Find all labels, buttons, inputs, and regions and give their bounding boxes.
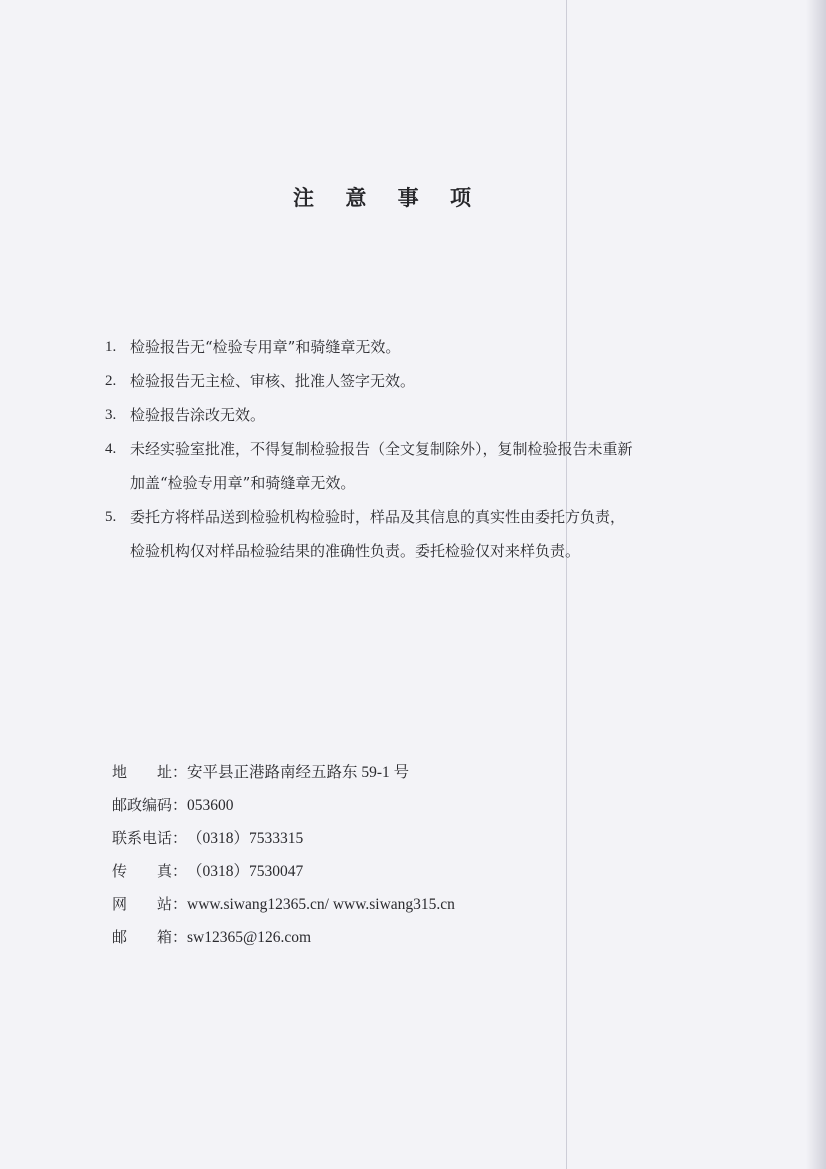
note-number: 3. bbox=[105, 407, 117, 423]
website-value: www.siwang12365.cn/ www.siwang315.cn bbox=[187, 896, 455, 913]
note-item-3 bbox=[105, 398, 725, 432]
contact-postcode-row bbox=[112, 789, 562, 822]
note-item-5 bbox=[105, 500, 725, 568]
label-separator: ： bbox=[172, 862, 188, 880]
label-char: 址 bbox=[156, 763, 172, 781]
label-separator: ： bbox=[172, 796, 188, 814]
page-title: 注 意 事 项 bbox=[293, 185, 483, 210]
contact-label bbox=[112, 921, 172, 954]
label-separator: ： bbox=[172, 763, 188, 781]
phone-value: （0318）7533315 bbox=[187, 830, 304, 847]
note-text bbox=[130, 364, 725, 398]
contact-label: 邮政编码 bbox=[112, 796, 173, 814]
note-number: 4. bbox=[105, 441, 117, 457]
note-line: 加盖“检验专用章”和骑缝章无效。 bbox=[130, 474, 356, 492]
notes-list bbox=[105, 330, 725, 568]
contact-address-row bbox=[112, 756, 562, 789]
note-item-1 bbox=[105, 330, 725, 364]
label-char: 地 bbox=[112, 763, 128, 781]
postcode-value: 053600 bbox=[187, 797, 234, 814]
note-line: 检验报告无主检、审核、批准人签字无效。 bbox=[130, 372, 416, 390]
contact-label: 联系电话 bbox=[112, 829, 173, 847]
note-line: 委托方将样品送到检验机构检验时，样品及其信息的真实性由委托方负责， bbox=[130, 508, 626, 526]
note-line: 检验报告涂改无效。 bbox=[130, 406, 266, 424]
note-line: 检验报告无“检验专用章”和骑缝章无效。 bbox=[130, 338, 401, 356]
note-line: 未经实验室批准，不得复制检验报告（全文复制除外），复制检验报告未重新 bbox=[130, 440, 633, 458]
contact-fax-row bbox=[112, 855, 562, 888]
page-edge-shadow bbox=[806, 0, 826, 1169]
label-char: 箱 bbox=[156, 928, 172, 946]
note-item-2 bbox=[105, 364, 725, 398]
contact-label bbox=[112, 855, 172, 888]
label-char: 邮 bbox=[112, 928, 128, 946]
contact-info bbox=[112, 756, 562, 954]
contact-label bbox=[112, 756, 172, 789]
label-char: 站 bbox=[156, 895, 172, 913]
contact-phone-row bbox=[112, 822, 562, 855]
note-item-4 bbox=[105, 432, 725, 500]
note-text bbox=[130, 500, 725, 568]
fold-line bbox=[566, 0, 567, 1169]
label-char: 传 bbox=[112, 862, 128, 880]
note-number: 2. bbox=[105, 373, 117, 389]
note-text bbox=[130, 432, 725, 500]
fax-value: （0318）7530047 bbox=[187, 863, 304, 880]
label-separator: ： bbox=[172, 895, 188, 913]
contact-label bbox=[112, 888, 172, 921]
label-separator: ： bbox=[172, 829, 188, 847]
note-line: 检验机构仅对样品检验结果的准确性负责。委托检验仅对来样负责。 bbox=[130, 542, 581, 560]
note-text bbox=[130, 398, 725, 432]
label-char: 网 bbox=[112, 895, 128, 913]
note-number: 5. bbox=[105, 509, 117, 525]
note-number: 1. bbox=[105, 339, 117, 355]
note-text bbox=[130, 330, 725, 364]
contact-website-row bbox=[112, 888, 562, 921]
email-value: sw12365@126.com bbox=[187, 929, 312, 946]
label-separator: ： bbox=[172, 928, 188, 946]
contact-email-row bbox=[112, 921, 562, 954]
label-char: 真 bbox=[156, 862, 172, 880]
address-value: 安平县正港路南经五路东 59-1 号 bbox=[187, 764, 410, 781]
